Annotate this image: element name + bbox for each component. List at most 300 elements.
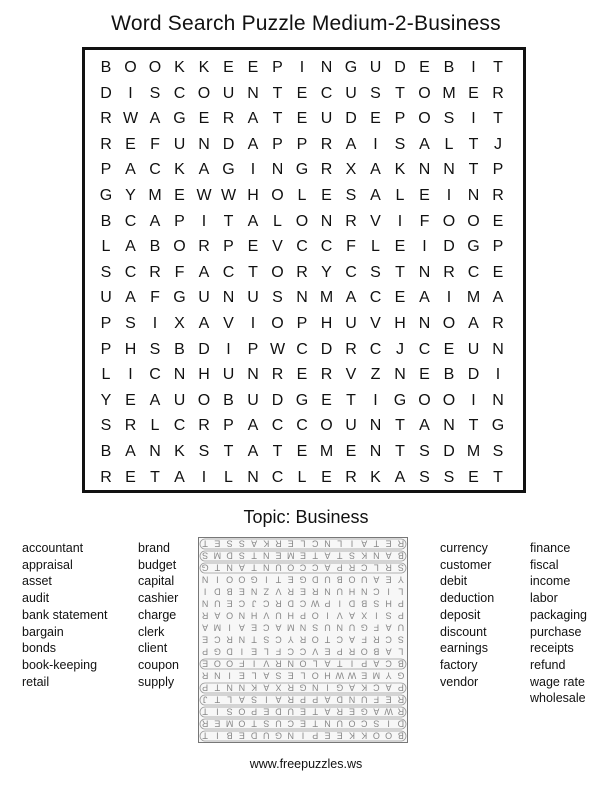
- answer-key-letter: P: [251, 706, 258, 717]
- answer-key-letter: E: [238, 670, 245, 681]
- grid-letter: S: [443, 468, 455, 486]
- answer-key-letter: P: [202, 682, 209, 693]
- answer-key-letter: G: [250, 574, 258, 585]
- grid-letter: T: [468, 135, 479, 153]
- grid-letter: G: [99, 187, 113, 204]
- grid-letter: N: [247, 366, 259, 384]
- grid-letter: T: [150, 468, 160, 486]
- answer-key-letter: F: [373, 622, 380, 633]
- grid-letter: T: [272, 110, 283, 128]
- answer-key-letter: O: [360, 646, 368, 657]
- answer-key-letter: X: [275, 682, 282, 693]
- grid-letter: A: [419, 135, 430, 153]
- answer-key-letter: N: [201, 598, 209, 609]
- word-list-item: supply: [138, 674, 175, 689]
- grid-letter: R: [100, 135, 112, 153]
- grid-letter: K: [174, 161, 185, 179]
- grid-letter: I: [201, 468, 207, 486]
- answer-key-letter: H: [287, 610, 295, 621]
- answer-key-letter: P: [312, 694, 319, 705]
- grid-letter: T: [395, 443, 405, 460]
- grid-letter: T: [272, 84, 283, 102]
- word-list-item: coupon: [138, 657, 180, 672]
- answer-key-letter: R: [397, 538, 405, 549]
- grid-letter: A: [345, 289, 357, 307]
- grid-letter: O: [467, 212, 480, 230]
- grid-letter: R: [198, 417, 210, 435]
- grid-letter: V: [223, 315, 234, 332]
- answer-key-letter: G: [336, 682, 344, 693]
- answer-key-letter: V: [312, 646, 319, 657]
- answer-key-letter: V: [263, 610, 270, 621]
- answer-key-letter: P: [397, 598, 404, 609]
- grid-letter: D: [345, 110, 357, 128]
- answer-key-letter: R: [336, 706, 343, 717]
- grid-letter: E: [321, 187, 332, 204]
- grid-letter: C: [345, 263, 357, 281]
- answer-key-letter: A: [373, 706, 380, 717]
- word-list-item: bargain: [22, 624, 64, 639]
- answer-key-letter: U: [336, 586, 343, 597]
- grid-letter: A: [149, 110, 161, 128]
- answer-key-letter: R: [275, 598, 282, 609]
- grid-letter: I: [422, 238, 427, 256]
- grid-letter: C: [222, 263, 235, 281]
- answer-key-letter: T: [336, 550, 343, 561]
- answer-key-letter: O: [311, 670, 319, 681]
- answer-key-letter: A: [385, 550, 392, 561]
- answer-key-letter: R: [201, 610, 209, 621]
- word-list-item: charge: [138, 607, 177, 622]
- grid-letter: P: [492, 238, 504, 256]
- grid-letter: B: [443, 59, 455, 76]
- grid-letter: K: [394, 161, 406, 179]
- grid-letter: O: [442, 212, 456, 230]
- answer-key-letter: Y: [385, 670, 392, 681]
- grid-letter: U: [198, 289, 210, 307]
- answer-key-letter: A: [324, 562, 331, 573]
- answer-key-letter: L: [398, 586, 404, 597]
- grid-letter: I: [128, 84, 133, 102]
- grid-letter: A: [149, 212, 161, 230]
- grid-letter: S: [100, 417, 112, 435]
- answer-key-letter: A: [324, 706, 331, 717]
- grid-letter: X: [174, 315, 185, 332]
- grid-letter: G: [173, 110, 186, 128]
- answer-key-letter: E: [287, 574, 294, 585]
- grid-letter: N: [149, 443, 161, 460]
- answer-key-letter: O: [226, 610, 234, 621]
- answer-key-letter: G: [299, 574, 307, 585]
- grid-letter: K: [174, 59, 185, 76]
- answer-key-letter: J: [251, 598, 257, 609]
- answer-key-letter: C: [275, 634, 282, 645]
- answer-key-letter: U: [263, 730, 270, 741]
- word-list-item: clerk: [138, 624, 165, 639]
- answer-key-letter: P: [299, 610, 307, 621]
- answer-key-letter: A: [373, 574, 380, 585]
- word-list-item: fiscal: [530, 557, 559, 572]
- grid-letter: F: [419, 212, 430, 230]
- answer-key-letter: P: [397, 610, 404, 621]
- grid-letter: U: [345, 84, 357, 102]
- grid-letter: I: [373, 391, 378, 409]
- grid-letter: R: [443, 263, 455, 281]
- grid-letter: E: [394, 289, 406, 307]
- grid-letter: B: [149, 238, 161, 256]
- grid-letter: O: [271, 263, 284, 281]
- grid-letter: E: [394, 238, 406, 256]
- answer-key-letter: T: [312, 718, 318, 729]
- grid-letter: A: [198, 161, 210, 179]
- answer-key-letter: A: [324, 694, 331, 705]
- answer-key-letter: R: [385, 562, 392, 573]
- grid-letter: I: [299, 59, 305, 76]
- answer-key-letter: B: [373, 646, 380, 657]
- grid-letter: W: [269, 340, 286, 358]
- grid-letter: V: [345, 366, 357, 384]
- grid-letter: A: [125, 443, 136, 460]
- page-title: Word Search Puzzle Medium-2-Business: [111, 12, 501, 35]
- answer-key-letter: L: [227, 694, 233, 705]
- answer-key-letter: S: [348, 550, 355, 561]
- answer-key-letter: E: [361, 670, 368, 681]
- grid-letter: O: [418, 391, 431, 409]
- answer-key-letter: I: [326, 682, 329, 693]
- answer-key-letter: U: [336, 718, 343, 729]
- grid-letter: H: [198, 366, 210, 384]
- answer-key-letter: C: [360, 718, 368, 729]
- grid-letter: S: [149, 340, 161, 358]
- answer-key-letter: D: [397, 718, 405, 729]
- answer-key-letter: O: [311, 634, 319, 645]
- answer-key-letter: A: [348, 610, 355, 621]
- answer-key-letter: I: [350, 658, 354, 669]
- answer-key-letter: S: [397, 562, 404, 573]
- answer-key-letter: J: [202, 694, 208, 705]
- grid-letter: C: [149, 366, 161, 384]
- answer-key-letter: R: [275, 658, 282, 669]
- grid-letter: E: [443, 340, 455, 358]
- word-list-item: budget: [138, 557, 177, 572]
- answer-key-letter: P: [361, 658, 368, 669]
- grid-letter: T: [493, 468, 503, 486]
- grid-letter: A: [370, 187, 381, 204]
- grid-letter: O: [197, 391, 211, 409]
- grid-letter: R: [320, 135, 333, 153]
- answer-key-letter: W: [335, 670, 344, 681]
- answer-key-letter: A: [361, 538, 368, 549]
- answer-key-letter: S: [275, 670, 282, 681]
- word-list-item: deduction: [440, 591, 495, 606]
- word-list-item: labor: [530, 591, 558, 606]
- answer-key-letter: C: [238, 598, 246, 609]
- answer-key-letter: P: [397, 682, 404, 693]
- grid-letter: C: [173, 84, 186, 102]
- grid-letter: E: [345, 443, 357, 460]
- answer-key-letter: N: [324, 586, 331, 597]
- answer-key-letter: I: [228, 670, 231, 681]
- grid-letter: T: [248, 263, 258, 281]
- answer-key-letter: W: [384, 706, 393, 717]
- grid-letter: D: [467, 366, 480, 384]
- answer-key-letter: A: [238, 694, 245, 705]
- answer-key-letter: D: [311, 574, 319, 585]
- answer-key-letter: Y: [397, 574, 404, 585]
- answer-key-letter: G: [397, 670, 405, 681]
- answer-key-letter: O: [238, 706, 246, 717]
- grid-letter: M: [442, 84, 456, 102]
- answer-key-letter: T: [312, 550, 318, 561]
- answer-key-letter: B: [397, 550, 404, 561]
- grid-letter: S: [345, 187, 357, 204]
- answer-key-letter: C: [299, 646, 307, 657]
- answer-key-letter: E: [214, 718, 221, 729]
- grid-letter: W: [220, 187, 237, 204]
- answer-key-letter: A: [202, 622, 209, 633]
- answer-key-letter: K: [361, 550, 368, 561]
- word-list-item: bank statement: [22, 607, 108, 622]
- grid-letter: O: [442, 315, 456, 332]
- answer-key-letter: Z: [263, 586, 270, 597]
- answer-key-letter: N: [226, 562, 233, 573]
- answer-key-letter: R: [311, 586, 319, 597]
- grid-letter: S: [419, 443, 430, 460]
- answer-key-letter: N: [214, 670, 221, 681]
- grid-letter: K: [198, 59, 210, 76]
- answer-key-letter: A: [373, 658, 380, 669]
- answer-key-letter: U: [287, 706, 295, 717]
- answer-key-letter: M: [225, 718, 234, 729]
- grid-letter: E: [296, 110, 308, 128]
- grid-letter: L: [444, 135, 454, 153]
- grid-letter: F: [150, 135, 160, 153]
- grid-letter: N: [418, 161, 431, 179]
- grid-letter: U: [467, 340, 480, 358]
- grid-letter: E: [321, 468, 332, 486]
- answer-key-letter: S: [238, 538, 245, 549]
- grid-letter: T: [395, 84, 405, 102]
- word-list-item: audit: [22, 591, 50, 606]
- answer-key-letter: E: [287, 670, 294, 681]
- grid-letter: O: [197, 84, 211, 102]
- word-list-column-4: [530, 540, 587, 707]
- answer-key-letter: D: [348, 598, 356, 609]
- answer-key-letter: A: [275, 622, 282, 633]
- grid-letter: I: [250, 315, 256, 332]
- answer-key-image: [199, 538, 407, 742]
- answer-key-letter: E: [214, 538, 221, 549]
- grid-letter: E: [125, 391, 136, 409]
- answer-key-letter: U: [275, 718, 282, 729]
- grid-letter: E: [370, 110, 381, 128]
- grid-letter: S: [100, 263, 112, 281]
- answer-key-letter: K: [348, 730, 355, 741]
- grid-letter: S: [370, 84, 381, 102]
- grid-letter: Z: [370, 366, 381, 384]
- answer-key-letter: R: [201, 718, 209, 729]
- grid-letter: N: [247, 468, 259, 486]
- grid-letter: I: [471, 110, 476, 128]
- answer-key-letter: T: [251, 562, 257, 573]
- grid-letter: R: [271, 366, 284, 384]
- answer-key-letter: I: [301, 730, 305, 741]
- grid-letter: N: [492, 391, 504, 409]
- grid-letter: O: [271, 187, 284, 204]
- grid-letter: N: [173, 366, 186, 384]
- answer-key-letter: H: [250, 610, 258, 621]
- grid-letter: N: [198, 135, 210, 153]
- grid-letter: E: [247, 238, 259, 256]
- grid-letter: M: [466, 443, 481, 460]
- answer-key-letter: E: [385, 574, 392, 585]
- answer-key-letter: T: [214, 682, 221, 693]
- grid-letter: K: [370, 468, 381, 486]
- answer-key-letter: U: [275, 610, 282, 621]
- grid-letter: I: [471, 59, 476, 76]
- grid-letter: E: [198, 110, 210, 128]
- answer-key-letter: K: [361, 682, 368, 693]
- answer-key-letter: S: [373, 598, 380, 609]
- grid-letter: W: [196, 187, 212, 204]
- grid-letter: A: [345, 135, 357, 153]
- grid-letter: G: [295, 391, 309, 409]
- grid-letter: U: [345, 315, 357, 332]
- grid-letter: A: [125, 238, 136, 256]
- grid-letter: P: [296, 315, 308, 332]
- answer-key-letter: U: [324, 622, 331, 633]
- grid-letter: R: [149, 263, 161, 281]
- grid-letter: A: [419, 289, 430, 307]
- grid-letter: U: [100, 289, 112, 307]
- grid-letter: E: [419, 187, 430, 204]
- grid-letter: R: [320, 161, 333, 179]
- grid-letter: P: [272, 59, 283, 76]
- grid-letter: I: [226, 340, 231, 358]
- grid-letter: R: [100, 468, 112, 486]
- grid-letter: C: [418, 340, 431, 358]
- grid-letter: P: [100, 161, 112, 179]
- answer-key-letter: R: [299, 634, 307, 645]
- grid-letter: I: [152, 315, 158, 332]
- grid-letter: Y: [321, 263, 332, 281]
- answer-key-letter: U: [397, 622, 405, 633]
- grid-letter: Y: [100, 391, 112, 409]
- grid-letter: L: [150, 417, 160, 435]
- answer-key-letter: D: [226, 550, 233, 561]
- grid-letter: A: [174, 468, 185, 486]
- answer-key-letter: N: [373, 550, 380, 561]
- grid-letter: D: [394, 59, 406, 76]
- grid-letter: L: [371, 238, 380, 256]
- grid-letter: S: [198, 443, 210, 460]
- grid-letter: C: [296, 340, 308, 358]
- grid-letter: T: [493, 59, 503, 76]
- answer-key-letter: S: [263, 718, 270, 729]
- answer-key-letter: N: [250, 586, 258, 597]
- word-list-item: debit: [440, 574, 468, 589]
- answer-key-letter: W: [347, 670, 357, 681]
- grid-letter: N: [443, 417, 455, 435]
- answer-key-letter: E: [275, 550, 282, 561]
- answer-key-letter: A: [324, 658, 331, 669]
- grid-letter: A: [247, 212, 259, 230]
- grid-letter: A: [468, 315, 479, 332]
- grid-letter: D: [320, 340, 333, 358]
- word-list-item: capital: [138, 574, 175, 589]
- grid-letter: I: [446, 187, 452, 204]
- grid-letter: M: [319, 289, 334, 307]
- answer-key-letter: X: [361, 610, 368, 621]
- grid-letter: C: [271, 468, 284, 486]
- grid-letter: M: [466, 289, 481, 307]
- answer-key-letter: C: [360, 562, 368, 573]
- grid-letter: G: [173, 289, 186, 307]
- grid-letter: N: [443, 161, 455, 179]
- answer-key-letter: N: [201, 574, 209, 585]
- answer-key-letter: R: [275, 538, 282, 549]
- answer-key-letter: B: [336, 574, 343, 585]
- answer-key-letter: E: [385, 694, 392, 705]
- answer-key-letter: O: [287, 562, 295, 573]
- word-list-item: wholesale: [530, 691, 586, 706]
- word-list-item: bonds: [22, 641, 57, 656]
- answer-key-letter: L: [337, 538, 343, 549]
- answer-key-letter: N: [299, 622, 307, 633]
- grid-letter: A: [125, 289, 136, 307]
- grid-letter: G: [222, 161, 235, 179]
- grid-letter: L: [224, 468, 233, 486]
- word-list-item: currency: [440, 541, 488, 555]
- grid-letter: P: [394, 110, 406, 128]
- grid-letter: P: [492, 161, 504, 179]
- footer-url: www.freepuzzles.ws: [249, 757, 363, 771]
- answer-key-letter: A: [324, 550, 331, 561]
- grid-letter: O: [442, 391, 456, 409]
- grid-letter: B: [443, 366, 455, 384]
- word-list-item: client: [138, 641, 168, 656]
- grid-letter: N: [369, 417, 382, 435]
- grid-letter: L: [395, 187, 405, 204]
- grid-letter: I: [201, 212, 207, 230]
- grid-letter: S: [149, 84, 161, 102]
- answer-key-letter: N: [287, 730, 295, 741]
- answer-key-letter: A: [385, 646, 392, 657]
- answer-key-thumbnail: [198, 537, 408, 743]
- grid-letter: N: [418, 315, 431, 332]
- grid-letter: L: [101, 238, 111, 256]
- grid-letter: M: [148, 187, 162, 204]
- grid-letter: N: [271, 161, 284, 179]
- grid-letter: M: [319, 443, 334, 460]
- answer-key-letter: N: [238, 634, 246, 645]
- answer-key-letter: O: [226, 574, 234, 585]
- answer-key-letter: I: [338, 598, 341, 609]
- answer-key-letter: C: [263, 598, 270, 609]
- grid-letter: A: [247, 443, 259, 460]
- answer-key-letter: E: [226, 598, 233, 609]
- grid-letter: L: [273, 212, 282, 230]
- answer-key-letter: B: [397, 730, 404, 741]
- grid-letter: R: [222, 110, 235, 128]
- answer-key-letter: P: [336, 562, 343, 573]
- topic-heading: Topic: Business: [243, 507, 369, 527]
- grid-letter: C: [320, 238, 333, 256]
- answer-key-letter: E: [202, 634, 209, 645]
- answer-key-letter: T: [251, 550, 257, 561]
- answer-key-letter: N: [311, 682, 319, 693]
- answer-key-letter: L: [300, 538, 306, 549]
